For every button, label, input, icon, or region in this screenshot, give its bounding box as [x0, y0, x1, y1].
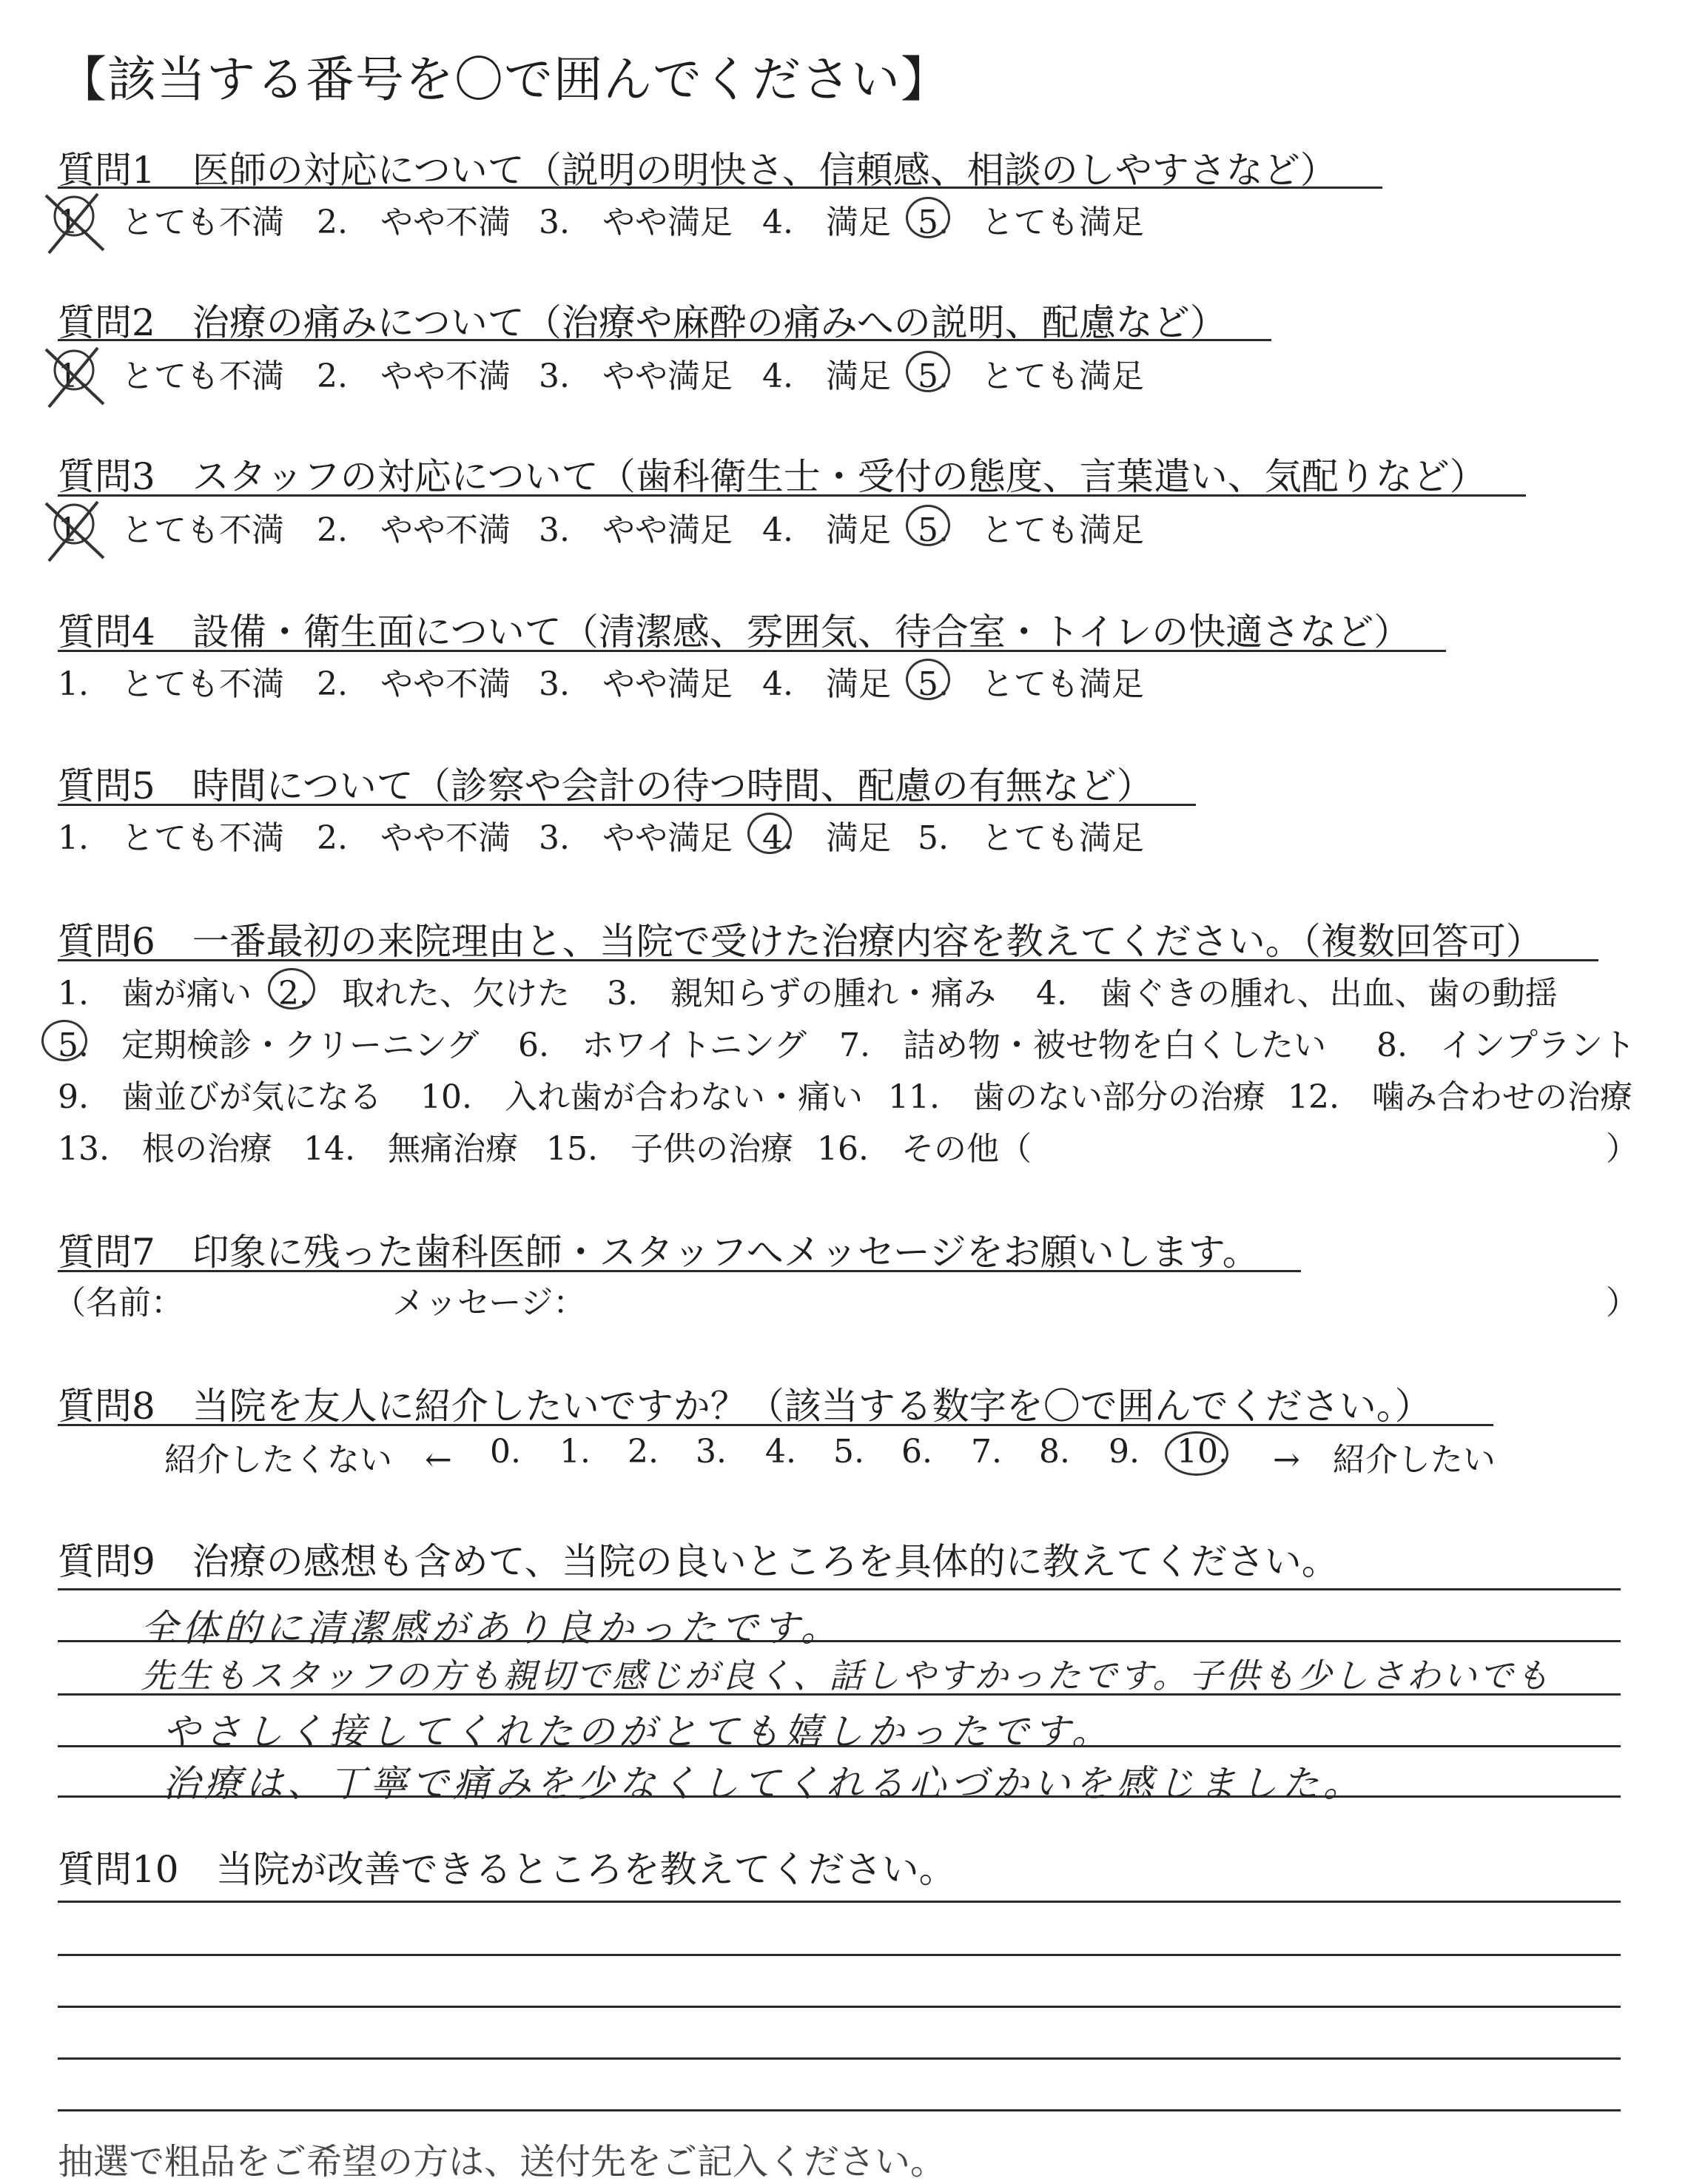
- q8-score-3[interactable]: 3.: [696, 1433, 727, 1471]
- q4-option-3[interactable]: 3. やや満足: [539, 665, 733, 703]
- q3-option-5[interactable]: 5. とても満足: [918, 511, 1144, 549]
- q5-option-1[interactable]: 1. とても不満: [58, 819, 284, 857]
- q6-option-3[interactable]: 3. 親知らずの腫れ・痛み: [607, 975, 996, 1012]
- q6-option-6[interactable]: 6. ホワイトニング: [518, 1027, 807, 1064]
- q9-answer-line-1: 全体的に清潔感があり良かったです。: [141, 1607, 842, 1650]
- question-7-underline: [58, 1270, 1301, 1272]
- q1-option-2[interactable]: 2. やや不満: [317, 204, 511, 241]
- q8-right-label: → 紹介したい: [1273, 1441, 1496, 1479]
- q4-option-2[interactable]: 2. やや不満: [317, 665, 511, 703]
- q9-answer-line-2: 先生もスタッフの方も親切で感じが良く、話しやすかったです。子供も少しさわいでも: [141, 1656, 1552, 1696]
- question-9-title: 質問9 治療の感想も含めて、当院の良いところを具体的に教えてください。: [58, 1540, 1339, 1583]
- q1-cross-out-mark: [38, 191, 112, 258]
- q6-option-2-selected-circle: [268, 968, 315, 1009]
- q2-option-2[interactable]: 2. やや不満: [317, 357, 511, 395]
- q8-score-2[interactable]: 2.: [628, 1433, 659, 1471]
- q6-option-5-selected-circle: [41, 1020, 87, 1061]
- q10-writing-line-1: [58, 1901, 1621, 1903]
- q3-cross-out-mark: [38, 499, 112, 565]
- q7-name-label: （名前：: [53, 1284, 184, 1322]
- q2-selected-circle: [906, 351, 950, 392]
- q8-left-label: 紹介したくない ←: [164, 1441, 452, 1479]
- q6-option-9[interactable]: 9. 歯並びが気になる: [58, 1078, 382, 1116]
- question-1-title: 質問1 医師の対応について（説明の明快さ、信頼感、相談のしやすさなど）: [58, 149, 1337, 192]
- q7-close-paren: ）: [1606, 1284, 1638, 1322]
- q6-option-10[interactable]: 10. 入れ歯が合わない・痛い: [420, 1078, 863, 1116]
- q9-answer-line-4: 治療は、丁寧で痛みを少なくしてくれる心づかいを感じました。: [163, 1762, 1365, 1805]
- q6-option-16[interactable]: 16. その他（: [817, 1130, 1032, 1168]
- q8-score-10[interactable]: 10.: [1177, 1433, 1228, 1471]
- q3-option-4[interactable]: 4. 満足: [762, 511, 891, 549]
- q7-message-label: メッセージ：: [392, 1284, 586, 1322]
- q2-option-5[interactable]: 5. とても満足: [918, 357, 1144, 395]
- q6-option-7[interactable]: 7. 詰め物・被せ物を白くしたい: [839, 1027, 1326, 1064]
- q9-writing-line-1: [58, 1588, 1621, 1590]
- q4-selected-circle: [906, 659, 950, 700]
- question-10-title: 質問10 当院が改善できるところを教えてください。: [58, 1848, 956, 1891]
- question-2-title: 質問2 治療の痛みについて（治療や麻酔の痛みへの説明、配慮など）: [58, 301, 1227, 344]
- question-5-title: 質問5 時間について（診察や会計の待つ時間、配慮の有無など）: [58, 765, 1154, 807]
- question-6-title: 質問6 一番最初の来院理由と、当院で受けた治療内容を教えてください。（複数回答可）: [58, 920, 1543, 963]
- q6-option-15[interactable]: 15. 子供の治療: [546, 1130, 793, 1168]
- q6-option-2[interactable]: 2. 取れた、欠けた: [278, 975, 570, 1012]
- q4-option-5[interactable]: 5. とても満足: [918, 665, 1144, 703]
- q2-option-4[interactable]: 4. 満足: [762, 357, 891, 395]
- q5-option-2[interactable]: 2. やや不満: [317, 819, 511, 857]
- q1-option-4[interactable]: 4. 満足: [762, 204, 891, 241]
- cutoff-footer-text: 抽選で粗品をご希望の方は、送付先をご記入ください。: [58, 2141, 946, 2183]
- q5-selected-circle: [747, 813, 792, 854]
- q3-option-3[interactable]: 3. やや満足: [539, 511, 733, 549]
- q1-option-5[interactable]: 5. とても満足: [918, 204, 1144, 241]
- q6-option-12[interactable]: 12. 噛み合わせの治療: [1288, 1078, 1632, 1116]
- q10-writing-line-3: [58, 2006, 1621, 2008]
- q5-option-3[interactable]: 3. やや満足: [539, 819, 733, 857]
- q8-score-9[interactable]: 9.: [1109, 1433, 1140, 1471]
- q6-option-1[interactable]: 1. 歯が痛い: [58, 975, 252, 1012]
- q6-option-11[interactable]: 11. 歯のない部分の治療: [888, 1078, 1265, 1116]
- q1-option-3[interactable]: 3. やや満足: [539, 204, 733, 241]
- q3-selected-circle: [906, 505, 950, 546]
- q6-option-4[interactable]: 4. 歯ぐきの腫れ、出血、歯の動揺: [1036, 975, 1558, 1012]
- q6-option-14[interactable]: 14. 無痛治療: [303, 1130, 518, 1168]
- q8-selected-circle: [1165, 1431, 1228, 1476]
- question-5-underline: [58, 804, 1196, 806]
- q6-other-close-paren: ）: [1606, 1130, 1638, 1168]
- question-4-title: 質問4 設備・衛生面について（清潔感、雰囲気、待合室・トイレの快適さなど）: [58, 611, 1411, 653]
- q1-selected-circle: [906, 197, 950, 238]
- q4-option-4[interactable]: 4. 満足: [762, 665, 891, 703]
- q8-score-5[interactable]: 5.: [833, 1433, 864, 1471]
- q6-option-8[interactable]: 8. インプラント: [1376, 1027, 1635, 1064]
- q2-option-3[interactable]: 3. やや満足: [539, 357, 733, 395]
- q4-option-1[interactable]: 1. とても不満: [58, 665, 284, 703]
- form-instruction-header: 【該当する番号を〇で囲んでください】: [58, 51, 950, 108]
- question-3-title: 質問3 スタッフの対応について（歯科衛生士・受付の態度、言葉遣い、気配りなど）: [58, 455, 1487, 498]
- question-4-underline: [58, 650, 1446, 652]
- q1-option-1[interactable]: 1. とても不満: [58, 204, 284, 241]
- q3-option-2[interactable]: 2. やや不満: [317, 511, 511, 549]
- question-2-underline: [58, 339, 1271, 341]
- q9-answer-line-3: やさしく接してくれたのがとても嬉しかったです。: [163, 1710, 1113, 1753]
- q10-writing-line-5: [58, 2109, 1621, 2111]
- q10-writing-line-2: [58, 1954, 1621, 1956]
- q8-score-0[interactable]: 0.: [490, 1433, 521, 1471]
- q8-score-4[interactable]: 4.: [765, 1433, 796, 1471]
- q10-writing-line-4: [58, 2057, 1621, 2060]
- question-3-underline: [58, 494, 1526, 497]
- q6-option-13[interactable]: 13. 根の治療: [58, 1130, 272, 1168]
- question-8-title: 質問8 当院を友人に紹介したいですか？（該当する数字を〇で囲んでください。）: [58, 1385, 1432, 1428]
- q5-option-4[interactable]: 4. 満足: [762, 819, 891, 857]
- q8-score-6[interactable]: 6.: [901, 1433, 932, 1471]
- q5-option-5[interactable]: 5. とても満足: [918, 819, 1144, 857]
- q2-option-1[interactable]: 1. とても不満: [58, 357, 284, 395]
- q6-option-5[interactable]: 5. 定期検診・クリーニング: [58, 1027, 480, 1064]
- question-7-title: 質問7 印象に残った歯科医師・スタッフへメッセージをお願いします。: [58, 1231, 1260, 1274]
- q3-option-1[interactable]: 1. とても不満: [58, 511, 284, 549]
- question-8-underline: [58, 1424, 1493, 1426]
- q8-score-8[interactable]: 8.: [1039, 1433, 1070, 1471]
- q8-score-1[interactable]: 1.: [559, 1433, 591, 1471]
- q8-score-7[interactable]: 7.: [971, 1433, 1002, 1471]
- q2-cross-out-mark: [38, 345, 112, 411]
- question-1-underline: [58, 187, 1382, 189]
- question-6-underline: [58, 959, 1598, 961]
